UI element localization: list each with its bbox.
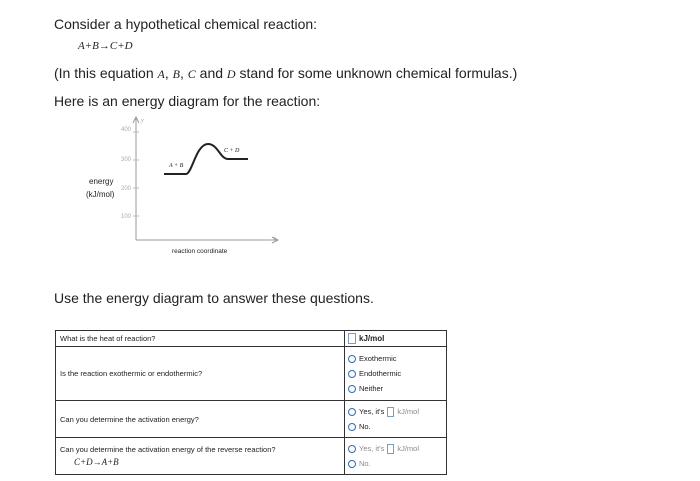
note-suffix: stand for some unknown chemical formulas.) (235, 65, 518, 81)
reverse-no-option[interactable] (348, 456, 442, 471)
reverse-yes-radio[interactable] (348, 445, 356, 453)
equation-note (54, 65, 517, 82)
y-tick-400: 400 (121, 127, 132, 133)
note-prefix: (In this equation (54, 65, 158, 81)
question-activation-text: Can you determine the activation energy? (56, 401, 345, 438)
activation-input[interactable] (387, 407, 394, 417)
reverse-yes-option[interactable] (348, 441, 442, 456)
reaction-equation: A+B→C+D (78, 40, 133, 52)
activation-no-label: No. (359, 422, 371, 431)
var-b: B (172, 67, 180, 81)
exothermic-radio[interactable] (348, 355, 356, 363)
reverse-equation: C+D→A+B (74, 457, 119, 467)
question-row-activation (56, 401, 447, 438)
reverse-no-radio[interactable] (348, 460, 356, 468)
questions-table (55, 330, 447, 475)
question-reverse-cell (56, 438, 345, 475)
heat-input[interactable] (348, 333, 356, 344)
energy-diagram (120, 112, 290, 252)
option-neither[interactable] (348, 381, 442, 396)
activation-yes-radio[interactable] (348, 408, 356, 416)
heat-unit: kJ/mol (359, 334, 385, 343)
endothermic-label: Endothermic (359, 369, 402, 378)
option-exothermic[interactable] (348, 351, 442, 366)
note-and: and (195, 65, 227, 81)
question-row-exo-endo (56, 347, 447, 401)
diagram-intro: Here is an energy diagram for the reaction: (54, 93, 321, 109)
var-d: D (226, 67, 236, 81)
neither-label: Neither (359, 384, 384, 393)
x-axis-label: reaction coordinate (172, 248, 228, 255)
y-tick-300: 300 (121, 157, 132, 163)
question-row-reverse-activation (56, 438, 447, 475)
answer-heat-cell (345, 331, 447, 347)
problem-title: Consider a hypothetical chemical reaction: (54, 16, 318, 32)
y-axis-label-line1: energy (89, 177, 114, 186)
y-axis-label-line2: (kJ/mol) (86, 190, 115, 199)
y-tick-200: 200 (121, 186, 132, 192)
activation-unit: kJ/mol (397, 407, 420, 416)
option-endothermic[interactable] (348, 366, 442, 381)
var-a: A (157, 67, 165, 81)
y-tick-100: 100 (121, 214, 132, 220)
reverse-no-label: No. (359, 459, 371, 468)
endothermic-radio[interactable] (348, 370, 356, 378)
exothermic-label: Exothermic (359, 354, 397, 363)
question-reverse-text: Can you determine the activation energy of the reverse reaction? (60, 445, 276, 454)
question-exo-endo-text: Is the reaction exothermic or endothermic? (56, 347, 345, 401)
reverse-yes-prefix: Yes, it's (359, 444, 385, 453)
activation-yes-prefix: Yes, it's (359, 407, 385, 416)
activation-no-option[interactable] (348, 419, 442, 434)
activation-yes-option[interactable] (348, 404, 442, 419)
answer-exo-endo-cell (345, 347, 447, 401)
products-label: C + D (224, 148, 240, 154)
activation-no-radio[interactable] (348, 423, 356, 431)
question-row-heat (56, 331, 447, 347)
answer-activation-cell (345, 401, 447, 438)
reverse-unit: kJ/mol (397, 444, 420, 453)
y-axis-letter: y (141, 118, 144, 124)
answer-reverse-cell (345, 438, 447, 475)
heat-answer-line (348, 331, 442, 346)
x-axis-letter: x (273, 236, 276, 242)
reverse-input[interactable] (387, 444, 394, 454)
instruction-text: Use the energy diagram to answer these questions. (54, 290, 374, 306)
note-sep-2: , (179, 65, 188, 81)
var-c: C (187, 67, 196, 81)
reactants-label: A + B (169, 163, 184, 169)
question-heat-text: What is the heat of reaction? (56, 331, 345, 347)
note-sep-1: , (164, 65, 173, 81)
neither-radio[interactable] (348, 385, 356, 393)
